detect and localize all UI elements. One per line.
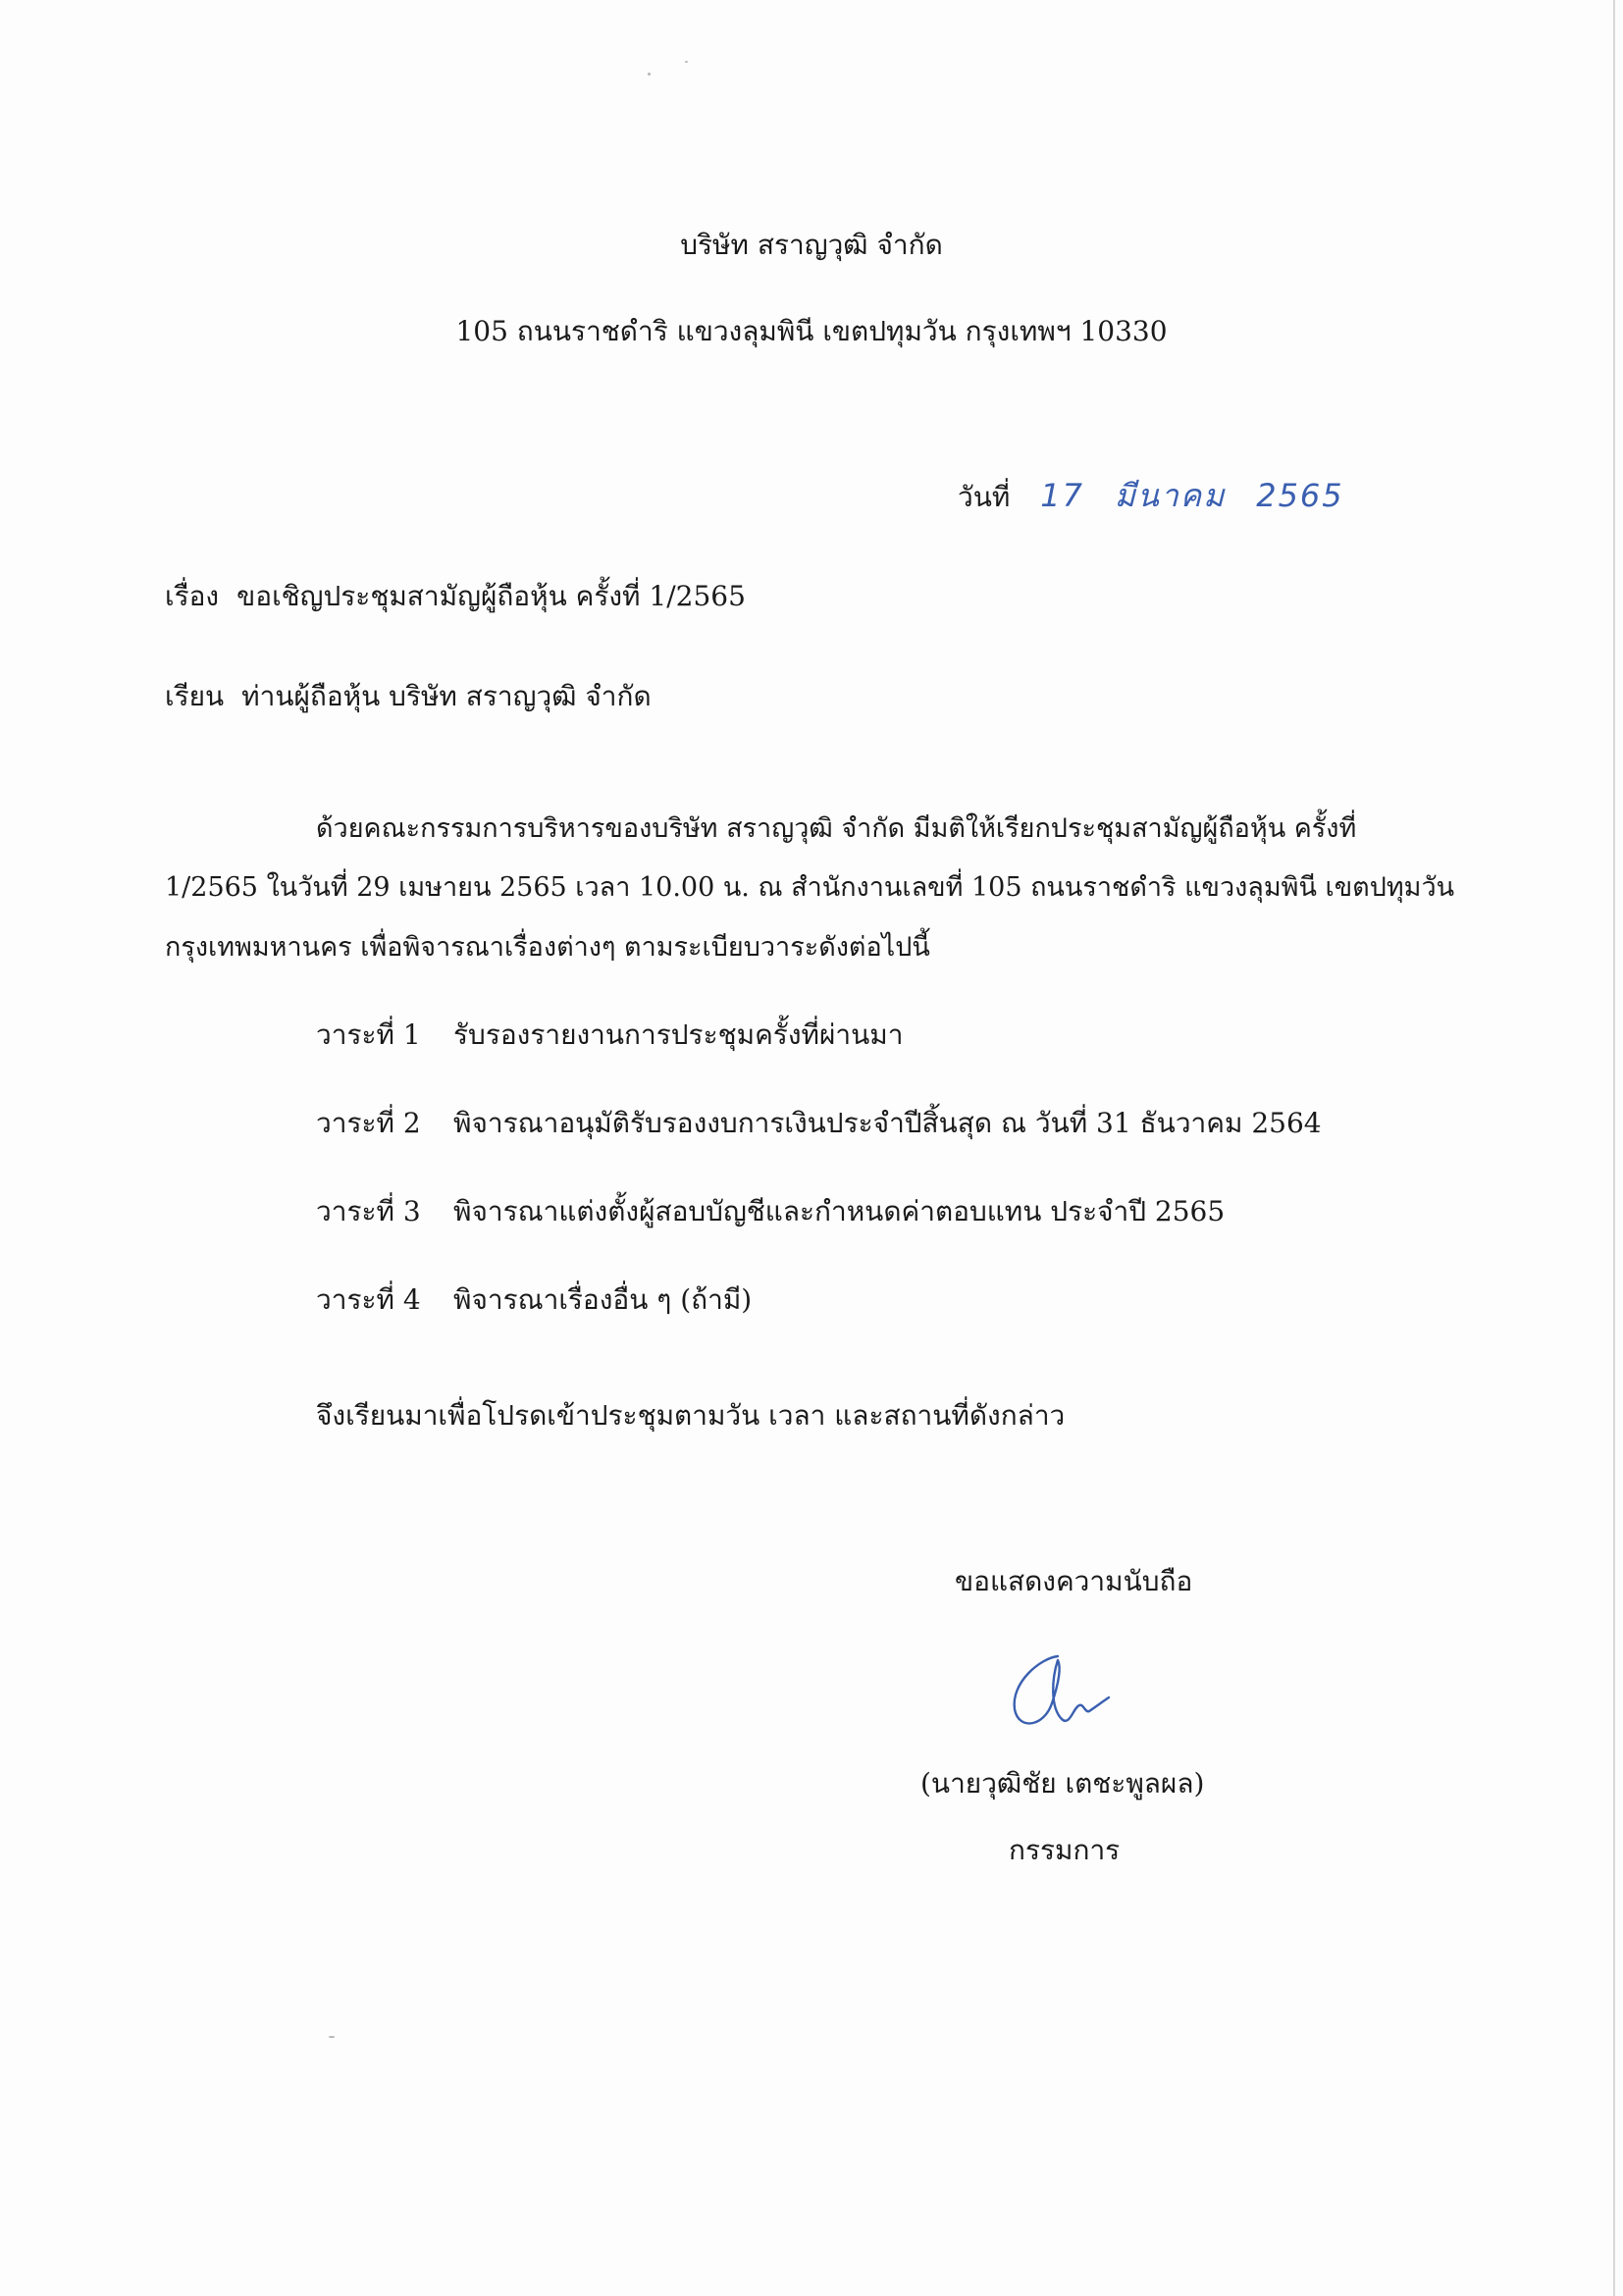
date-day: 17 <box>1040 477 1084 514</box>
subject-line <box>165 577 746 616</box>
date-year: 2565 <box>1256 477 1344 514</box>
company-address: 105 ถนนราชดำริ แขวงลุมพินี เขตปทุมวัน กรุงเทพฯ 10330 <box>455 315 1168 347</box>
signer-name: (นายวุฒิชัย เตชะพูลผล) <box>920 1767 1205 1800</box>
agenda-item <box>316 1280 752 1320</box>
agenda-text: พิจารณาอนุมัติรับรองงบการเงินประจำปีสิ้นสุด ณ วันที่ 31 ธันวาคม 2564 <box>453 1107 1322 1139</box>
subject-label: เรื่อง <box>165 580 220 612</box>
scan-speck <box>685 61 688 63</box>
date-label: วันที่ <box>958 481 1011 513</box>
recipient-label: เรียน <box>165 680 225 712</box>
agenda-item <box>316 1192 1225 1231</box>
recipient-text: ท่านผู้ถือหุ้น บริษัท สราญวุฒิ จำกัด <box>241 680 652 712</box>
closing-invitation: จึงเรียนมาเพื่อโปรดเข้าประชุมตามวัน เวลา และสถานที่ดังกล่าว <box>316 1399 1066 1432</box>
date-month: มีนาคม <box>1114 477 1227 514</box>
agenda-text: พิจารณาแต่งตั้งผู้สอบบัญชีและกำหนดค่าตอบแทน ประจำปี 2565 <box>453 1195 1226 1227</box>
date-line <box>958 476 1344 517</box>
agenda-label: วาระที่ 1 <box>316 1018 421 1051</box>
company-name: บริษัท สราญวุฒิ จำกัด <box>680 229 943 261</box>
body-line-3: กรุงเทพมหานคร เพื่อพิจารณาเรื่องต่างๆ ตามระเบียบวาระดังต่อไปนี้ <box>165 932 930 963</box>
signer-title: กรรมการ <box>1009 1834 1121 1866</box>
agenda-item <box>316 1016 903 1055</box>
agenda-text: รับรองรายงานการประชุมครั้งที่ผ่านมา <box>453 1018 904 1051</box>
agenda-label: วาระที่ 3 <box>316 1195 421 1227</box>
scan-speck <box>329 2036 335 2038</box>
agenda-text: พิจารณาเรื่องอื่น ๆ (ถ้ามี) <box>453 1283 753 1316</box>
agenda-item <box>316 1104 1322 1143</box>
body-line-1: ด้วยคณะกรรมการบริหารของบริษัท สราญวุฒิ จำกัด มีมติให้เรียกประชุมสามัญผู้ถือหุ้น ครั้งที่ <box>316 813 1357 844</box>
scan-speck <box>648 73 651 76</box>
subject-text: ขอเชิญประชุมสามัญผู้ถือหุ้น ครั้งที่ 1/2565 <box>236 580 746 612</box>
signature-mark <box>1001 1648 1119 1747</box>
body-line-2: 1/2565 ในวันที่ 29 เมษายน 2565 เวลา 10.00 น. ณ สำนักงานเลขที่ 105 ถนนราชดำริ แขวงลุมพินี เขตปทุมวัน <box>165 872 1455 903</box>
agenda-label: วาระที่ 4 <box>316 1283 421 1316</box>
closing-regards: ขอแสดงความนับถือ <box>955 1565 1193 1597</box>
recipient-line <box>165 677 652 716</box>
agenda-label: วาระที่ 2 <box>316 1107 421 1139</box>
